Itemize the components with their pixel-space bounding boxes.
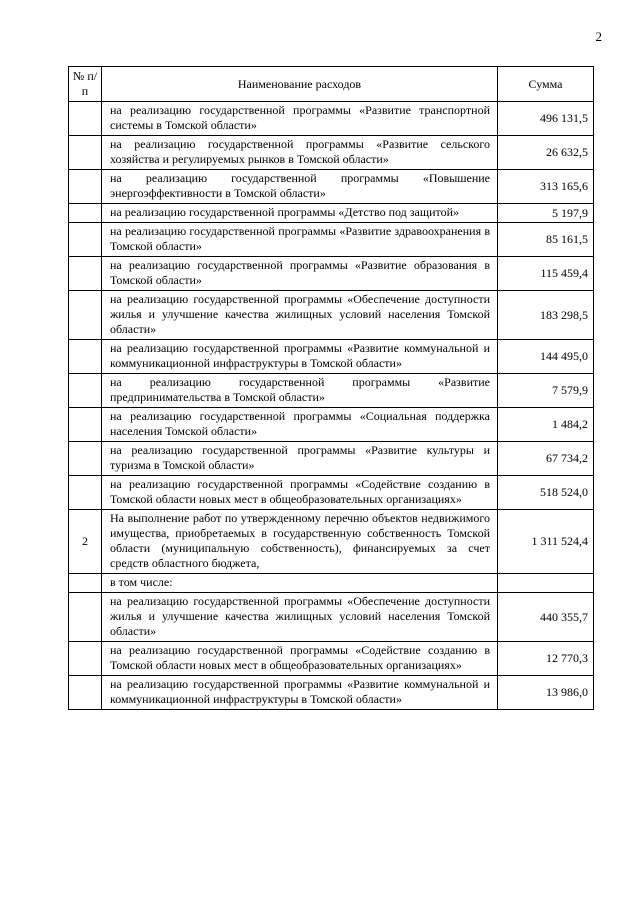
expense-sum-cell: 115 459,4 (498, 257, 594, 291)
expense-sum-cell: 183 298,5 (498, 291, 594, 340)
table-row (69, 223, 594, 257)
expense-name-cell: на реализацию государственной программы «Обеспечение доступности жилья и улучшение качества жилищных условий населения Томской области» (102, 291, 498, 340)
expense-sum-cell: 13 986,0 (498, 676, 594, 710)
expense-name-cell: на реализацию государственной программы «Содействие созданию в Томской области новых мест в общеобразовательных организациях» (102, 642, 498, 676)
row-number-cell (69, 257, 102, 291)
table-row (69, 340, 594, 374)
expense-name-cell: на реализацию государственной программы «Социальная поддержка населения Томской области» (102, 408, 498, 442)
row-number-cell (69, 102, 102, 136)
page-number: 2 (595, 29, 602, 44)
row-number-cell (69, 476, 102, 510)
expense-name-cell: на реализацию государственной программы «Обеспечение доступности жилья и улучшение качества жилищных условий населения Томской области» (102, 593, 498, 642)
expense-sum-cell: 67 734,2 (498, 442, 594, 476)
expense-sum-cell: 440 355,7 (498, 593, 594, 642)
expense-sum-cell: 518 524,0 (498, 476, 594, 510)
table-row (69, 102, 594, 136)
expenses-table (68, 66, 594, 710)
row-number-cell (69, 593, 102, 642)
row-number-cell (69, 374, 102, 408)
column-header-num: № п/п (69, 67, 102, 102)
row-number-cell (69, 642, 102, 676)
row-number-cell (69, 676, 102, 710)
expense-sum-cell: 313 165,6 (498, 170, 594, 204)
table-header-row (69, 67, 594, 102)
expense-sum-cell: 496 131,5 (498, 102, 594, 136)
expense-name-cell: на реализацию государственной программы «Развитие коммунальной и коммуникационной инфраструктуры в Томской области» (102, 340, 498, 374)
table-row (69, 676, 594, 710)
expense-name-cell: на реализацию государственной программы «Содействие созданию в Томской области новых мест в общеобразовательных организациях» (102, 476, 498, 510)
column-header-name: Наименование расходов (102, 67, 498, 102)
table-row (69, 136, 594, 170)
table-row (69, 642, 594, 676)
row-number-cell (69, 340, 102, 374)
column-header-sum: Сумма (498, 67, 594, 102)
expense-sum-cell: 5 197,9 (498, 204, 594, 223)
table-row (69, 408, 594, 442)
expense-name-cell: в том числе: (102, 574, 498, 593)
row-number-cell: 2 (69, 510, 102, 574)
row-number-cell (69, 204, 102, 223)
table-row (69, 257, 594, 291)
row-number-cell (69, 574, 102, 593)
expense-name-cell: на реализацию государственной программы «Развитие коммунальной и коммуникационной инфраструктуры в Томской области» (102, 676, 498, 710)
table-row (69, 510, 594, 574)
table-row (69, 442, 594, 476)
expense-sum-cell (498, 574, 594, 593)
table-row (69, 170, 594, 204)
table-row (69, 574, 594, 593)
expense-name-cell: На выполнение работ по утвержденному перечню объектов недвижимого имущества, приобретаемых в государственную собственность Томской области (муниципальную собственность), финансируемых за счет средств областного бюджета, (102, 510, 498, 574)
expense-sum-cell: 7 579,9 (498, 374, 594, 408)
expense-sum-cell: 12 770,3 (498, 642, 594, 676)
expense-name-cell: на реализацию государственной программы «Развитие предпринимательства в Томской области» (102, 374, 498, 408)
row-number-cell (69, 170, 102, 204)
expense-sum-cell: 85 161,5 (498, 223, 594, 257)
table-row (69, 593, 594, 642)
expense-sum-cell: 1 311 524,4 (498, 510, 594, 574)
table-row (69, 291, 594, 340)
row-number-cell (69, 223, 102, 257)
row-number-cell (69, 442, 102, 476)
row-number-cell (69, 291, 102, 340)
table-row (69, 476, 594, 510)
expense-sum-cell: 1 484,2 (498, 408, 594, 442)
expense-sum-cell: 144 495,0 (498, 340, 594, 374)
expense-name-cell: на реализацию государственной программы «Развитие сельского хозяйства и регулируемых рынков в Томской области» (102, 136, 498, 170)
row-number-cell (69, 408, 102, 442)
table-row (69, 374, 594, 408)
expense-name-cell: на реализацию государственной программы «Повышение энергоэффективности в Томской области» (102, 170, 498, 204)
expense-sum-cell: 26 632,5 (498, 136, 594, 170)
expense-name-cell: на реализацию государственной программы «Развитие транспортной системы в Томской области» (102, 102, 498, 136)
row-number-cell (69, 136, 102, 170)
expense-name-cell: на реализацию государственной программы «Развитие культуры и туризма в Томской области» (102, 442, 498, 476)
expense-name-cell: на реализацию государственной программы «Детство под защитой» (102, 204, 498, 223)
expense-name-cell: на реализацию государственной программы «Развитие здравоохранения в Томской области» (102, 223, 498, 257)
expense-name-cell: на реализацию государственной программы «Развитие образования в Томской области» (102, 257, 498, 291)
table-row (69, 204, 594, 223)
